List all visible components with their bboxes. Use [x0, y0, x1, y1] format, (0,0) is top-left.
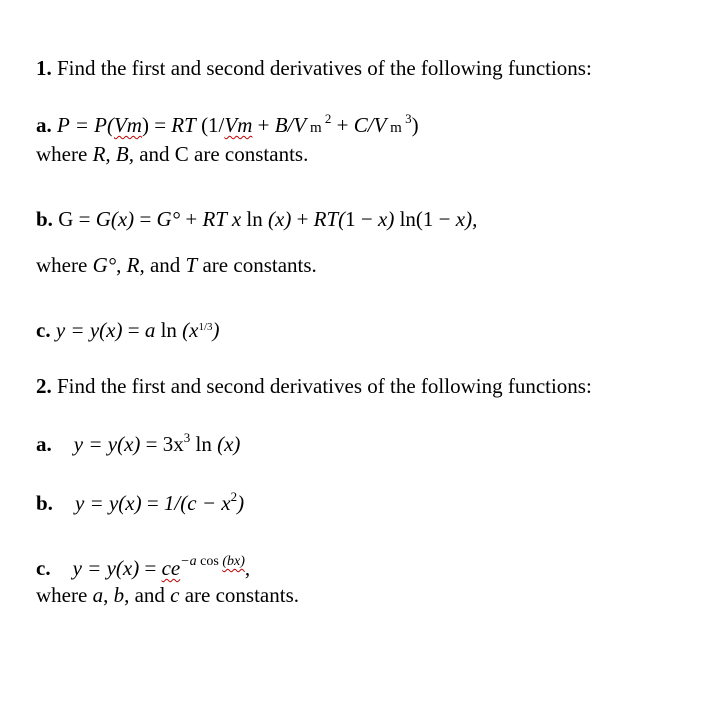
question-1a-where — [36, 141, 308, 167]
question-2c-where — [36, 582, 299, 608]
eq-2a-ln: ln — [190, 432, 218, 456]
eq-1c-exp: 1/3 — [198, 321, 213, 333]
eq-1b-one1: 1 − — [345, 207, 378, 231]
eq-1a-plus2: + — [331, 113, 354, 137]
eq-2b-close: ) — [237, 491, 245, 515]
eq-2c-exp-a: −a — [180, 554, 197, 569]
eq-1c-close: ) — [212, 318, 220, 342]
eq-2c-comma: , — [244, 556, 251, 580]
eq-2b-y: y = — [74, 491, 109, 515]
eq-1b-x3: x), — [455, 207, 478, 231]
eq-1a-vm2: Vm — [224, 113, 253, 137]
question-1-text: Find the first and second derivatives of the following functions: — [51, 56, 592, 80]
eq-1b-plus1: + — [180, 207, 203, 231]
eq-2c-eq: = — [139, 556, 162, 580]
eq-1a-m2: m — [386, 120, 402, 136]
eq-1a-exp3: 3 — [401, 111, 412, 126]
eq-1c-y: y = — [50, 318, 90, 342]
where-2c-a: a — [92, 583, 104, 607]
question-1b-equation — [36, 206, 477, 232]
eq-2a-eq: = — [140, 432, 163, 456]
eq-1a-cv: C/V — [353, 113, 387, 137]
eq-1b-ln2: ln( — [394, 207, 423, 231]
where-1a-text1: where — [36, 142, 93, 166]
eq-1b-x1: (x) — [268, 207, 292, 231]
question-1c-equation — [36, 317, 220, 347]
where-1a-text2: and C are constants. — [133, 142, 309, 166]
eq-1b-g: G = — [52, 207, 96, 231]
question-1b-label: b. — [36, 207, 53, 231]
eq-1a-close: ) — [411, 113, 419, 137]
eq-1c-x: (x — [182, 318, 199, 342]
eq-1b-plus2: + — [291, 207, 314, 231]
eq-1a-exp2: 2 — [321, 111, 332, 126]
question-1-prompt — [36, 55, 592, 81]
eq-2c-y: y = — [72, 556, 107, 580]
where-1a-vars: R, B, — [92, 142, 134, 166]
eq-1b-rtx: RT x — [202, 207, 242, 231]
question-1a-equation — [36, 112, 419, 141]
where-2c-text3: , and — [124, 583, 171, 607]
eq-2a-x: (x) — [217, 432, 241, 456]
eq-1b-one2: 1 − — [422, 207, 456, 231]
question-2b-label: b. — [36, 491, 53, 515]
where-1b-r: R, — [126, 253, 145, 277]
question-1a-label: a. — [36, 113, 52, 137]
eq-1a-bv: B/V — [274, 113, 307, 137]
eq-1a-m1: m — [306, 120, 322, 136]
where-1b-text1: where — [36, 253, 93, 277]
eq-1c-a: a — [144, 318, 156, 342]
eq-1a-plus1: + — [252, 113, 275, 137]
eq-1b-ln1: ln — [241, 207, 268, 231]
where-2c-text2: , — [103, 583, 114, 607]
eq-1b-gx: G(x) — [95, 207, 135, 231]
eq-1b-rt2: RT( — [313, 207, 346, 231]
eq-2b-yx: y(x) — [108, 491, 142, 515]
eq-2a-y: y = — [73, 432, 108, 456]
where-1b-t: T — [185, 253, 198, 277]
eq-2c-exp-bx: (bx) — [222, 554, 245, 569]
eq-2c-yx: y(x) — [106, 556, 140, 580]
question-1-number: 1. — [36, 56, 52, 80]
where-2c-c: c — [170, 583, 180, 607]
eq-2a-exp: 3 — [183, 430, 191, 445]
question-2c-equation — [36, 555, 250, 585]
eq-1c-yx: y(x) — [89, 318, 123, 342]
eq-2c-ce: ce — [161, 556, 181, 580]
question-1b-where — [36, 252, 317, 278]
question-2-number: 2. — [36, 374, 52, 398]
eq-2b-eq: = — [141, 491, 164, 515]
where-1b-text4: are constants. — [197, 253, 317, 277]
where-2c-text1: where — [36, 583, 93, 607]
eq-2b-frac: 1/(c − x — [163, 491, 231, 515]
eq-1c-eq: = — [122, 318, 145, 342]
eq-1a-p: P = — [51, 113, 95, 137]
question-1c-label: c. — [36, 318, 51, 342]
eq-2a-yx: y(x) — [107, 432, 141, 456]
where-2c-b: b — [113, 583, 125, 607]
question-2-text: Find the first and second derivatives of the following functions: — [51, 374, 592, 398]
question-2a-label: a. — [36, 432, 52, 456]
question-2b-equation — [36, 490, 244, 519]
eq-1a-rt: RT — [171, 113, 196, 137]
eq-1a-pfunc: P( — [94, 113, 114, 137]
eq-1c-ln: ln — [155, 318, 183, 342]
eq-2c-exp-cos: cos — [196, 554, 223, 569]
question-2c-label: c. — [36, 556, 51, 580]
eq-1b-g0: G° — [156, 207, 181, 231]
eq-1a-open: (1/ — [195, 113, 225, 137]
where-2c-text4: are constants. — [179, 583, 300, 607]
where-1b-text3: and — [144, 253, 186, 277]
eq-1b-x2: x) — [378, 207, 395, 231]
eq-1b-eq: = — [134, 207, 157, 231]
eq-1a-equals: ) = — [141, 113, 172, 137]
question-2a-equation — [36, 431, 240, 460]
where-1b-g0: G° — [92, 253, 117, 277]
eq-2a-3x: 3x — [162, 432, 184, 456]
eq-1a-vm: Vm — [113, 113, 142, 137]
where-1b-text2: , — [116, 253, 127, 277]
eq-2b-exp: 2 — [230, 489, 238, 504]
question-2-prompt — [36, 373, 592, 399]
